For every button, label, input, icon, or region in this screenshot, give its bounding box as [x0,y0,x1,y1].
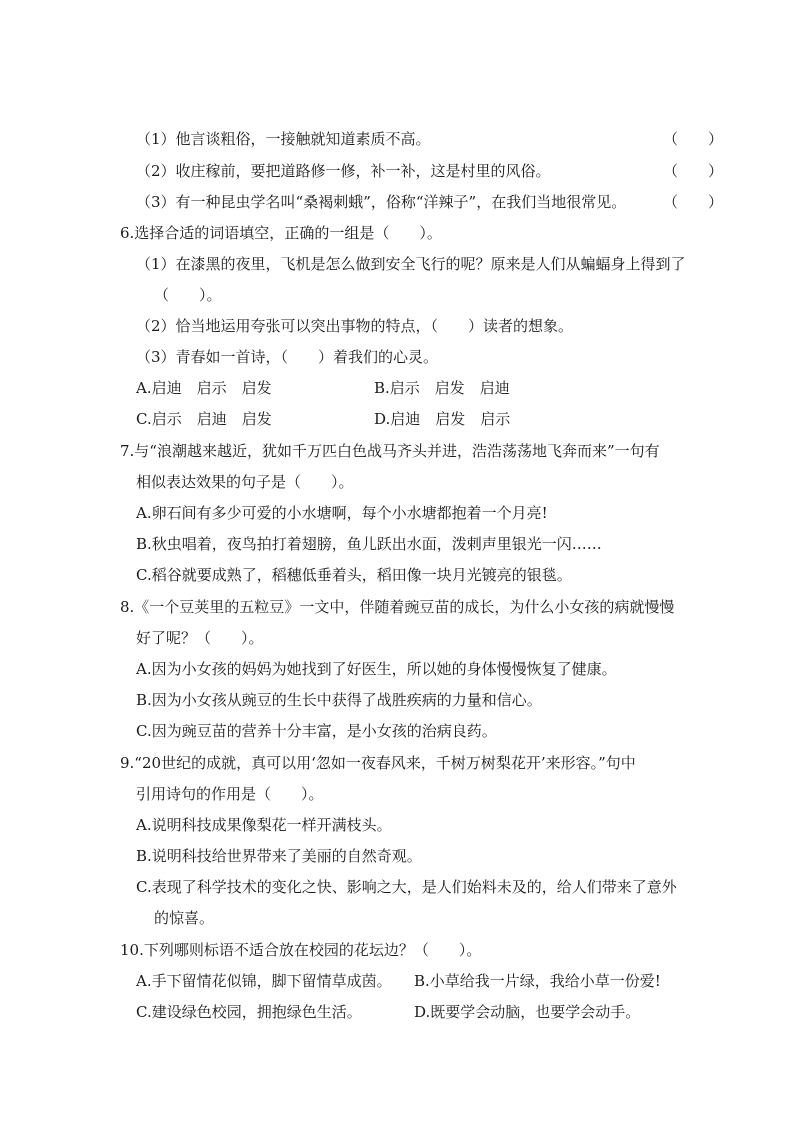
q5-item-1: （1）他言谈粗俗，一接触就知道素质不高。 [136,130,431,148]
q5-item-3: （3）有一种昆虫学名叫“桑褐刺蛾”，俗称“洋辣子”，在我们当地很常见。 [136,193,627,211]
q9-option-c: C.表现了科学技术的变化之快、影响之大，是人们始料未及的，给人们带来了意外 [136,878,677,896]
q5-item-3-blank: （ ） [663,193,724,211]
q9-option-b: B.说明科技给世界带来了美丽的自然奇观。 [136,847,422,865]
q7-option-b: B.秋虫唱着，夜鸟拍打着翅膀，鱼儿跃出水面，泼剌声里银光一闪…… [136,535,602,553]
q8-stem-line-1: 8.《一个豆荚里的五粒豆》一文中，伴随着豌豆苗的成长，为什么小女孩的病就慢慢 [120,598,675,616]
q5-item-2-blank: （ ） [663,162,724,180]
q5-item-1-blank: （ ） [663,130,724,148]
q6-item-1-cont: （ ）。 [154,286,222,304]
q9-option-a: A.说明科技成果像梨花一样开满枝头。 [136,816,392,834]
q10-option-a: A.手下留情花似锦，脚下留情草成茵。 [136,972,392,990]
q6-item-2: （2）恰当地运用夸张可以突出事物的特点，（ ）读者的想象。 [136,317,574,335]
q6-option-b: B.启示 启发 启迪 [374,379,510,397]
q6-stem: 6.选择合适的词语填空，正确的一组是（ ）。 [120,224,442,242]
q6-item-3: （3）青春如一首诗，（ ）着我们的心灵。 [136,348,439,366]
q9-stem-line-2: 引用诗句的作用是（ ）。 [136,785,324,803]
q10-option-c: C.建设绿色校园，拥抱绿色生活。 [136,1003,362,1021]
q8-stem-line-2: 好了呢？（ ）。 [136,629,264,647]
q10-option-d: D.既要学会动脑，也要学会动手。 [414,1003,641,1021]
q5-item-2: （2）收庄稼前，要把道路修一修，补一补，这是村里的风俗。 [136,162,551,180]
q7-stem-line-2: 相似表达效果的句子是（ ）。 [136,473,354,491]
q8-option-c: C.因为豌豆苗的营养十分丰富，是小女孩的治病良药。 [136,722,497,740]
q7-stem-line-1: 7.与“浪潮越来越近，犹如千万匹白色战马齐头并进，浩浩荡荡地飞奔而来”一句有 [120,442,660,460]
q7-option-c: C.稻谷就要成熟了，稻穗低垂着头，稻田像一块月光镀亮的银毯。 [136,566,572,584]
q8-option-a: A.因为小女孩的妈妈为她找到了好医生，所以她的身体慢慢恢复了健康。 [136,660,617,678]
q9-option-c-cont: 的惊喜。 [154,909,215,927]
q6-option-a: A.启迪 启示 启发 [136,379,272,397]
q6-item-1: （1）在漆黑的夜里，飞机是怎么做到安全飞行的呢？原来是人们从蝙蝠身上得到了 [136,255,686,273]
q6-option-d: D.启迪 启发 启示 [374,410,511,428]
q8-option-b: B.因为小女孩从豌豆的生长中获得了战胜疾病的力量和信心。 [136,691,542,709]
q10-stem: 10.下列哪则标语不适合放在校园的花坛边？（ ）。 [120,941,482,959]
q9-stem-line-1: 9.“20世纪的成就，真可以用‘忽如一夜春风来，千树万树梨花开’来形容。”句中 [120,754,636,772]
q7-option-a: A.卵石间有多少可爱的小水塘啊，每个小水塘都抱着一个月亮! [136,504,548,522]
q10-option-b: B.小草给我一片绿，我给小草一份爱! [414,972,661,990]
q6-option-c: C.启示 启迪 启发 [136,410,272,428]
